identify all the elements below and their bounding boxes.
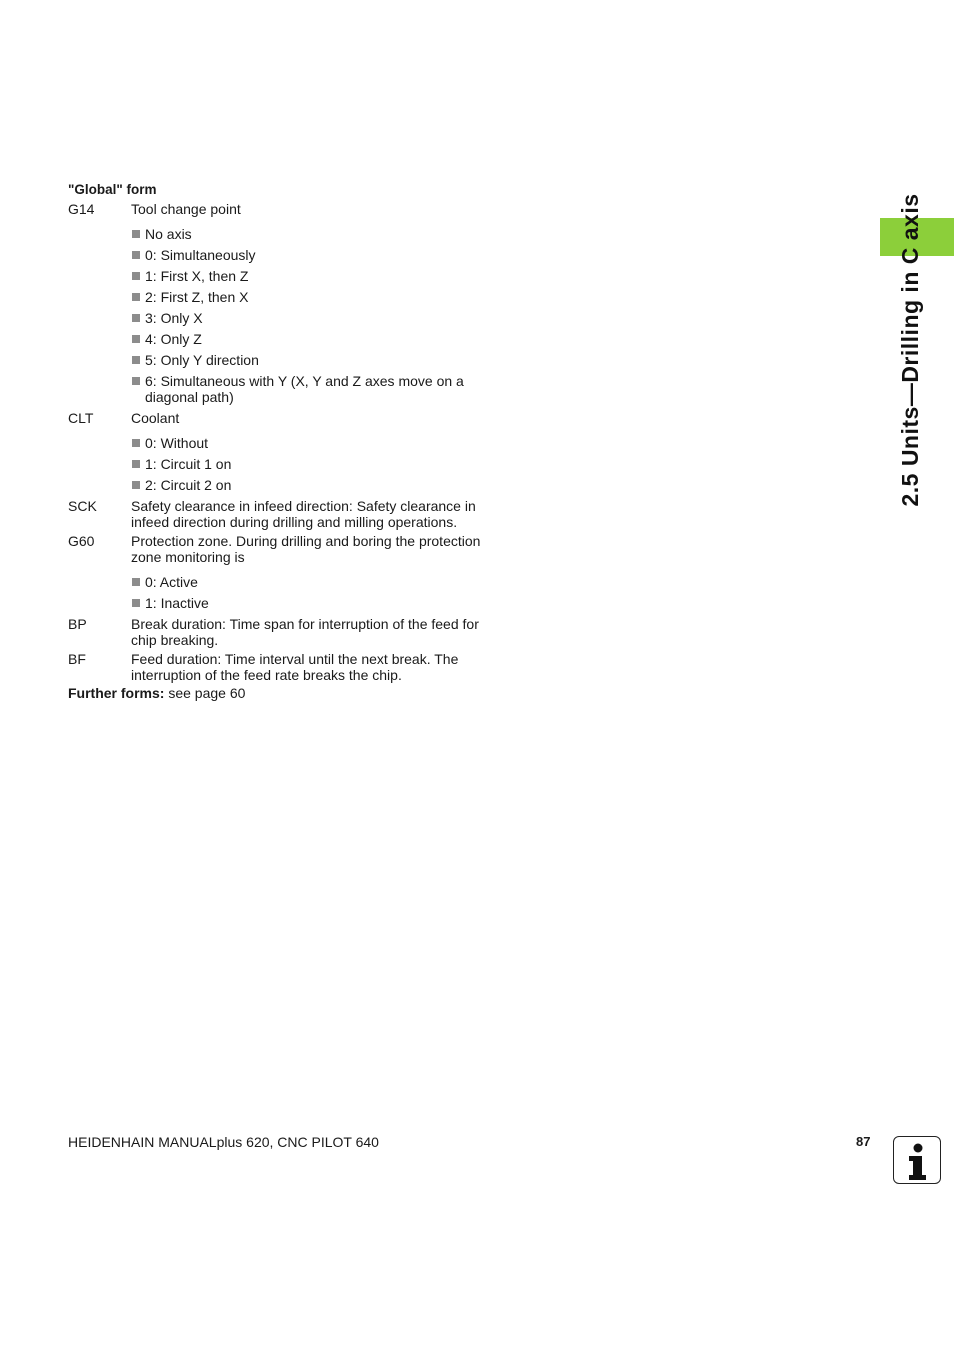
further-text: see page 60 [164,685,246,701]
option-item: 4: Only Z [131,331,508,347]
option-item: 1: Inactive [131,595,508,611]
page-number: 87 [856,1134,871,1149]
option-item: 3: Only X [131,310,508,326]
option-item: 0: Simultaneously [131,247,508,263]
param-row [68,651,508,683]
form-title: "Global" form [68,182,157,197]
option-item: 1: First X, then Z [131,268,508,284]
option-item: 0: Without [131,435,508,451]
option-item: 5: Only Y direction [131,352,508,368]
param-code: CLT [68,410,94,426]
option-item: 2: Circuit 2 on [131,477,508,493]
parameter-list [68,201,508,683]
option-list [131,574,508,611]
param-description: Break duration: Time span for interruption of the feed for chip breaking. [131,616,479,648]
param-description: Coolant [131,410,180,426]
param-code: BF [68,651,86,667]
param-description: Safety clearance in infeed direction: Safety clearance in infeed direction during drilling and milling operations. [131,498,476,530]
param-code: G60 [68,533,95,549]
option-item: 1: Circuit 1 on [131,456,508,472]
param-row [68,533,508,565]
footer-text: HEIDENHAIN MANUALplus 620, CNC PILOT 640 [68,1134,379,1150]
param-row [68,201,508,217]
option-list [131,435,508,493]
option-item: No axis [131,226,508,242]
param-row [68,410,508,426]
chapter-title: 2.5 Units—Drilling in C axis [897,193,923,507]
option-list [131,226,508,405]
form-content [68,182,508,701]
param-code: BP [68,616,87,632]
further-forms [68,685,508,701]
param-description: Feed duration: Time interval until the next break. The interruption of the feed rate breaks the chip. [131,651,459,683]
param-description: Tool change point [131,201,241,217]
param-code: SCK [68,498,97,514]
info-icon [893,1136,941,1184]
param-row [68,498,508,530]
option-item: 0: Active [131,574,508,590]
param-description: Protection zone. During drilling and boring the protection zone monitoring is [131,533,481,565]
further-label: Further forms: [68,685,165,701]
option-item: 2: First Z, then X [131,289,508,305]
param-row [68,616,508,648]
param-code: G14 [68,201,95,217]
option-item: 6: Simultaneous with Y (X, Y and Z axes move on a diagonal path) [131,373,508,405]
